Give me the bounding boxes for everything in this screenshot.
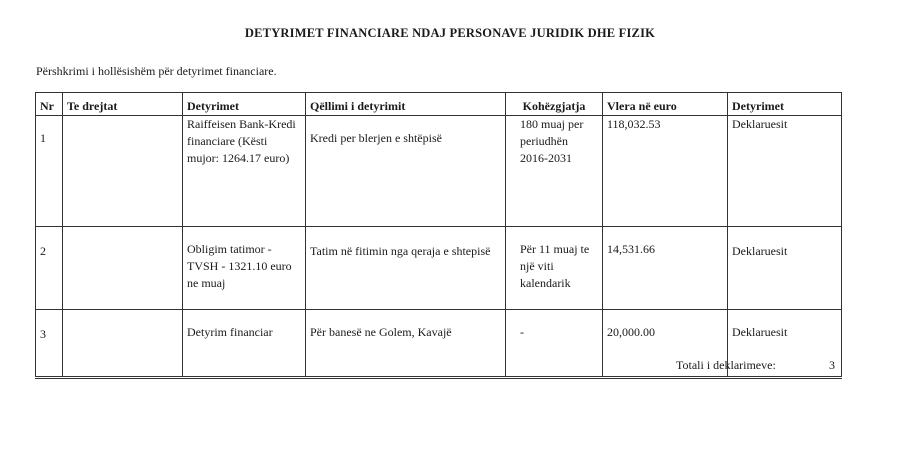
cell-te-drejtat (63, 116, 183, 227)
cell-detyrimet-2: Deklaruesit (728, 310, 842, 378)
cell-vlera: 14,531.66 (603, 227, 728, 310)
cell-vlera: 118,032.53 (603, 116, 728, 227)
table-row (36, 227, 842, 310)
table-row (36, 116, 842, 227)
table-header-row (36, 93, 842, 116)
cell-detyrimet-2: Deklaruesit (728, 116, 842, 227)
cell-kohezgjatja: Për 11 muaj te një viti kalendarik (506, 227, 603, 310)
cell-qellimi: Kredi per blerjen e shtëpisë (306, 116, 506, 227)
header-qellimi: Qëllimi i detyrimit (306, 93, 506, 116)
page-title: DETYRIMET FINANCIARE NDAJ PERSONAVE JURIDIK DHE FIZIK (244, 26, 656, 40)
section-description: Përshkrimi i hollësishëm për detyrimet financiare. (36, 64, 277, 78)
header-detyrimet: Detyrimet (183, 93, 306, 116)
header-kohezgjatja: Kohëzgjatja (506, 93, 603, 116)
cell-detyrimet: Obligim tatimor - TVSH - 1321.10 euro ne muaj (183, 227, 306, 310)
cell-vlera: 20,000.00 (603, 310, 728, 378)
cell-nr: 1 (36, 116, 63, 227)
cell-kohezgjatja: - (506, 310, 603, 378)
cell-nr: 3 (36, 310, 63, 378)
cell-te-drejtat (63, 227, 183, 310)
cell-detyrimet-2: Deklaruesit (728, 227, 842, 310)
cell-kohezgjatja: 180 muaj per periudhën 2016-2031 (506, 116, 603, 227)
header-vlera: Vlera në euro (603, 93, 728, 116)
total-label: Totali i deklarimeve: (676, 358, 776, 372)
header-te-drejtat: Te drejtat (63, 93, 183, 116)
cell-detyrimet: Raiffeisen Bank-Kredi financiare (Kësti mujor: 1264.17 euro) (183, 116, 306, 227)
cell-te-drejtat (63, 310, 183, 378)
header-detyrimet-2: Detyrimet (728, 93, 842, 116)
obligations-table (35, 92, 842, 379)
total-value: 3 (829, 358, 835, 372)
cell-qellimi: Për banesë ne Golem, Kavajë (306, 310, 506, 378)
cell-detyrimet: Detyrim financiar (183, 310, 306, 378)
header-nr: Nr (36, 93, 63, 116)
cell-qellimi: Tatim në fitimin nga qeraja e shtepisë (306, 227, 506, 310)
cell-nr: 2 (36, 227, 63, 310)
